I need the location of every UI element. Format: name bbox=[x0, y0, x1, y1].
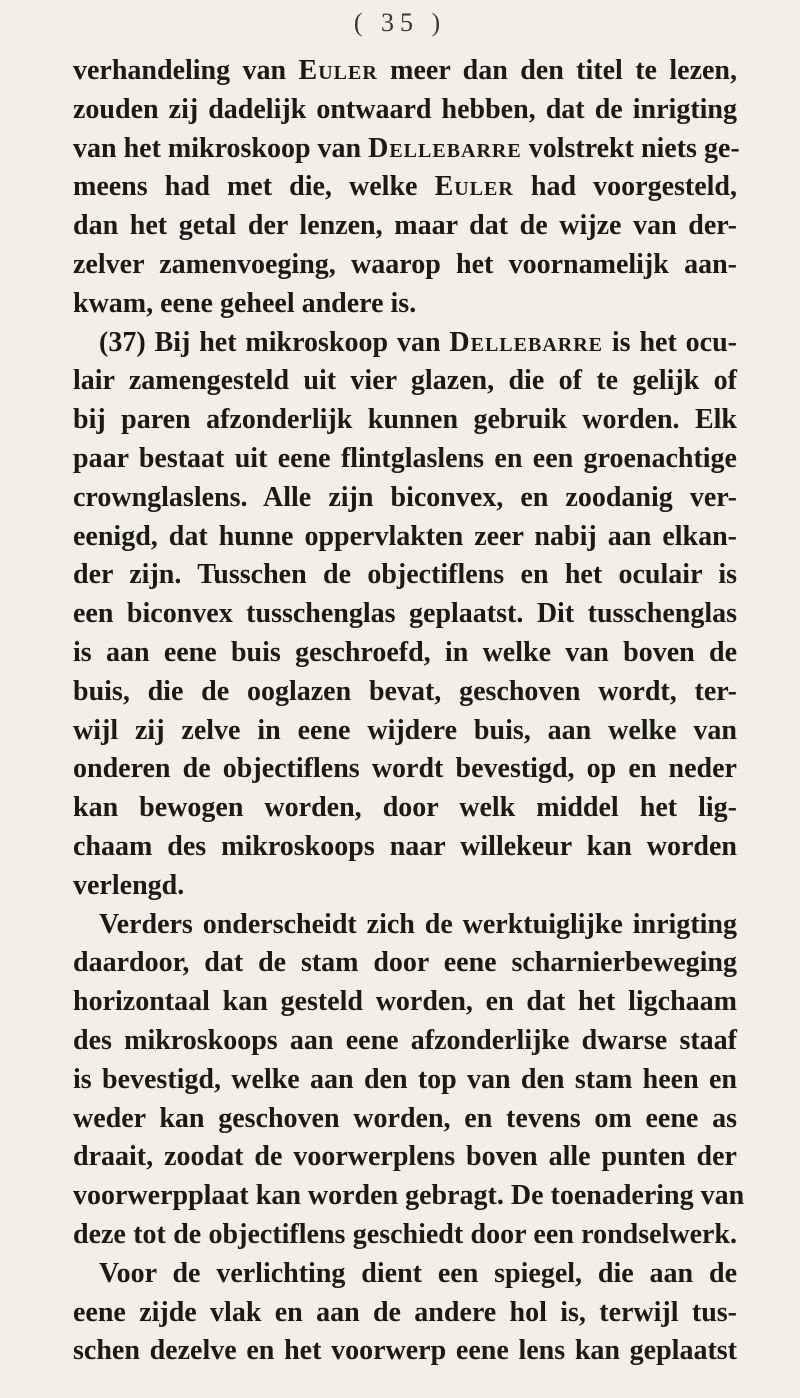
text-segment: kwam, eene geheel andere is. bbox=[73, 287, 417, 319]
text-segment: zouden zij dadelijk ontwaard hebben, dat de inrigting bbox=[73, 93, 737, 125]
text-segment: buis, die de ooglazen bevat, geschoven wordt, ter- bbox=[73, 675, 737, 707]
text-segment: is aan eene buis geschroefd, in welke van boven de bbox=[73, 636, 737, 668]
text-line bbox=[73, 1138, 737, 1177]
text-segment: onderen de objectiflens wordt bevestigd, op en neder bbox=[73, 753, 737, 785]
small-caps-name: Dellebarre bbox=[449, 326, 603, 358]
text-line bbox=[73, 52, 737, 91]
text-segment: der zijn. Tusschen de objectiflens en het oculair is bbox=[73, 559, 737, 591]
text-line bbox=[73, 1061, 737, 1100]
text-segment: meer dan den titel te lezen, bbox=[377, 55, 738, 86]
text-line bbox=[73, 518, 737, 557]
text-line bbox=[73, 1100, 737, 1139]
text-line bbox=[73, 401, 737, 440]
text-segment: lair zamengesteld uit vier glazen, die of te gelijk of bbox=[73, 365, 737, 397]
text-line bbox=[73, 634, 737, 673]
text-line bbox=[73, 944, 737, 983]
text-line bbox=[73, 556, 737, 595]
text-line bbox=[73, 285, 737, 324]
text-line bbox=[73, 673, 737, 712]
text-segment: daardoor, dat de stam door eene scharnierbeweging bbox=[73, 947, 737, 979]
text-line bbox=[73, 324, 737, 363]
text-line bbox=[73, 362, 737, 401]
text-segment: is bevestigd, welke aan den top van den stam heen en bbox=[73, 1063, 737, 1095]
text-segment: crownglaslens. Alle zijn biconvex, en zoodanig ver- bbox=[73, 481, 737, 513]
text-line bbox=[73, 1177, 745, 1216]
text-line bbox=[73, 983, 737, 1022]
text-line bbox=[73, 246, 737, 285]
text-line bbox=[73, 1216, 737, 1255]
page-number: ( 35 ) bbox=[353, 8, 447, 37]
text-segment: schen dezelve en het voorwerp eene lens kan geplaatst bbox=[73, 1335, 737, 1367]
text-segment: dan het getal der lenzen, maar dat de wijze van der- bbox=[73, 210, 737, 242]
text-segment: verhandeling van bbox=[73, 55, 299, 86]
small-caps-name: Euler bbox=[298, 55, 378, 86]
text-segment: draait, zoodat de voorwerplens boven alle punten der bbox=[73, 1141, 737, 1173]
text-segment: zelver zamenvoeging, waarop het voornamelijk aan- bbox=[73, 248, 737, 280]
body-text bbox=[73, 52, 745, 1371]
text-segment: Verders onderscheidt zich de werktuiglijke inrigting bbox=[99, 908, 737, 940]
text-line bbox=[73, 440, 737, 479]
text-line bbox=[73, 750, 737, 789]
text-segment: kan bewogen worden, door welk middel het lig- bbox=[73, 792, 737, 824]
text-segment: eenigd, dat hunne oppervlakten zeer nabij aan elkan- bbox=[73, 520, 737, 552]
text-line bbox=[73, 1332, 737, 1371]
text-segment: verlengd. bbox=[73, 869, 185, 901]
text-segment: (37) Bij het mikroskoop van bbox=[99, 326, 450, 358]
text-line bbox=[73, 479, 737, 518]
text-segment: des mikroskoops aan eene afzonderlijke dwarse staaf bbox=[73, 1024, 737, 1056]
text-line bbox=[73, 906, 737, 945]
text-segment: deze tot de objectiflens geschiedt door een rondselwerk. bbox=[73, 1218, 737, 1250]
text-segment: paar bestaat uit eene flintglaslens en een groenachtige bbox=[73, 442, 737, 474]
text-segment: eene zijde vlak en aan de andere hol is, terwijl tus- bbox=[73, 1296, 737, 1328]
text-segment: chaam des mikroskoops naar willekeur kan worden bbox=[73, 830, 737, 862]
text-line bbox=[73, 91, 737, 130]
text-segment: een biconvex tusschenglas geplaatst. Dit tusschenglas bbox=[73, 598, 737, 630]
text-line bbox=[73, 867, 737, 906]
text-segment: meens had met die, welke bbox=[73, 171, 435, 203]
text-line bbox=[73, 1294, 737, 1333]
text-segment: horizontaal kan gesteld worden, en dat het ligchaam bbox=[73, 986, 737, 1018]
small-caps-name: Euler bbox=[434, 171, 514, 203]
text-segment: weder kan geschoven worden, en tevens om eene as bbox=[73, 1102, 737, 1134]
text-segment: voorwerpplaat kan worden gebragt. De toenadering van bbox=[73, 1180, 745, 1212]
text-segment: Voor de verlichting dient een spiegel, die aan de bbox=[99, 1257, 737, 1289]
text-segment: van het mikroskoop van bbox=[73, 132, 369, 164]
text-line bbox=[73, 207, 737, 246]
text-line bbox=[73, 1022, 737, 1061]
text-line bbox=[73, 1255, 737, 1294]
text-line bbox=[73, 828, 737, 867]
text-line bbox=[73, 130, 740, 169]
text-line bbox=[73, 595, 737, 634]
text-segment: bij paren afzonderlijk kunnen gebruik worden. Elk bbox=[73, 404, 737, 436]
text-segment: wijl zij zelve in eene wijdere buis, aan welke van bbox=[73, 714, 737, 746]
text-line bbox=[73, 712, 737, 751]
text-segment: is het ocu- bbox=[603, 326, 737, 358]
text-segment: had voorgesteld, bbox=[513, 171, 738, 203]
text-line bbox=[73, 168, 737, 207]
text-segment: volstrekt niets ge- bbox=[521, 132, 740, 164]
text-line bbox=[73, 789, 737, 828]
small-caps-name: Dellebarre bbox=[368, 132, 522, 164]
